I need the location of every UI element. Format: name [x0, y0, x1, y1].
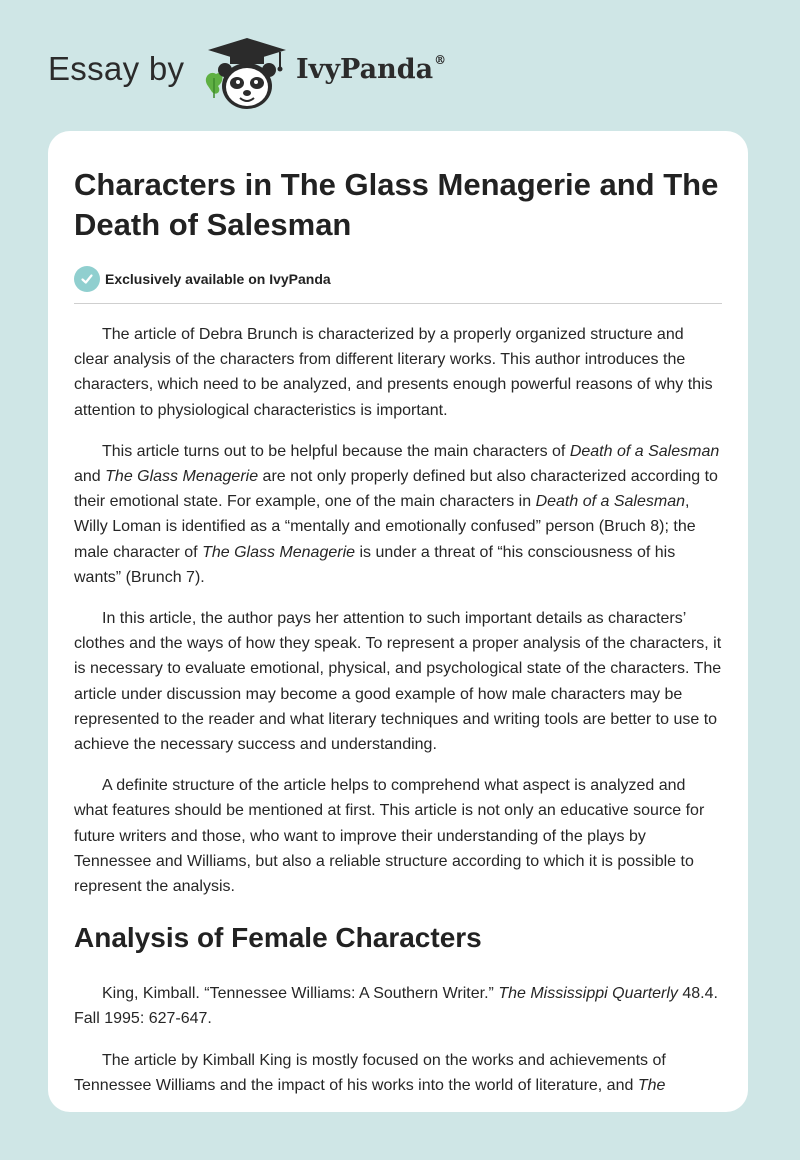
registered-mark: ® [434, 53, 447, 67]
text-run: is under a threat of “his consciousness of his wants” (Brunch 7). [74, 543, 676, 586]
essay-by-label: Essay by [48, 50, 185, 87]
text-run: and [74, 468, 106, 486]
check-icon [74, 266, 100, 292]
site-header [0, 0, 800, 130]
work-title-italic: Death of a Salesman [569, 442, 720, 460]
essay-card [48, 131, 748, 1112]
text-run: King, Kimball. “Tennessee Williams: A Southern Writer.” [102, 985, 499, 1003]
section-heading: Analysis of Female Characters [74, 922, 482, 954]
essay-body [74, 322, 722, 1098]
paragraph [74, 322, 722, 423]
paragraph [74, 606, 722, 757]
text-run: The article by Kimball King is mostly focused on the works and achievements of Tennessee Williams and the impact of his works into the world of literature, and [74, 1051, 666, 1094]
paragraph [74, 773, 722, 899]
text-run: are not only properly defined but also characterized according to their emotional state. For example, one of the main characters in [74, 468, 718, 511]
work-title-italic: Death of a Salesman [535, 493, 685, 511]
exclusive-badge [74, 265, 722, 293]
text-run: 48.4. Fall 1995: 627-647. [74, 985, 718, 1028]
paragraph [74, 1048, 722, 1098]
text-run: A definite structure of the article helps to comprehend what aspect is analyzed and what features should be mentioned at first. This article is not only an educative source for future writers and those, who want to improve their understanding of the plays by Tennessee and Williams, but also a reliable structure according to which it is possible to represent the analysis. [74, 777, 705, 896]
text-run: This article turns out to be helpful because the main characters of [102, 442, 570, 460]
text-run: In this article, the author pays her attention to such important details as characters’ clothes and the ways of how they speak. To represent a proper analysis of the characters, it is necessary to evaluate emotional, physical, and psychological state of the characters. The article under discussion may become a good example of how male characters may be represented to the reader and what literary techniques and writing tools are better to use to achieve the necessary success and understanding. [74, 610, 722, 754]
exclusive-badge-label: Exclusively available on IvyPanda [105, 271, 331, 287]
text-run: The article of Debra Brunch is characterized by a properly organized structure and clear analysis of the characters from different literary works. This author introduces the characters, which need to be analyzed, and presents enough powerful reasons of why this attention to physiological characteristics is important. [74, 326, 713, 419]
work-title-italic: The Glass Menagerie [202, 543, 356, 561]
paragraph [74, 439, 722, 590]
work-title-italic: The Mississippi Quarterly [498, 985, 678, 1003]
citation-paragraph [74, 981, 722, 1031]
page-title: Characters in The Glass Menagerie and The Death of Salesman [74, 167, 719, 242]
panda-logo-icon[interactable] [200, 34, 295, 114]
text-run: , Willy Loman is identified as a “mentally and emotionally confused” person (Bruch 8); the male character of [74, 493, 696, 561]
brand-name[interactable]: IvyPanda® [296, 53, 447, 85]
work-title-italic: The Glass Menagerie [105, 468, 259, 486]
work-title-italic: The [637, 1076, 666, 1094]
divider [74, 303, 722, 304]
